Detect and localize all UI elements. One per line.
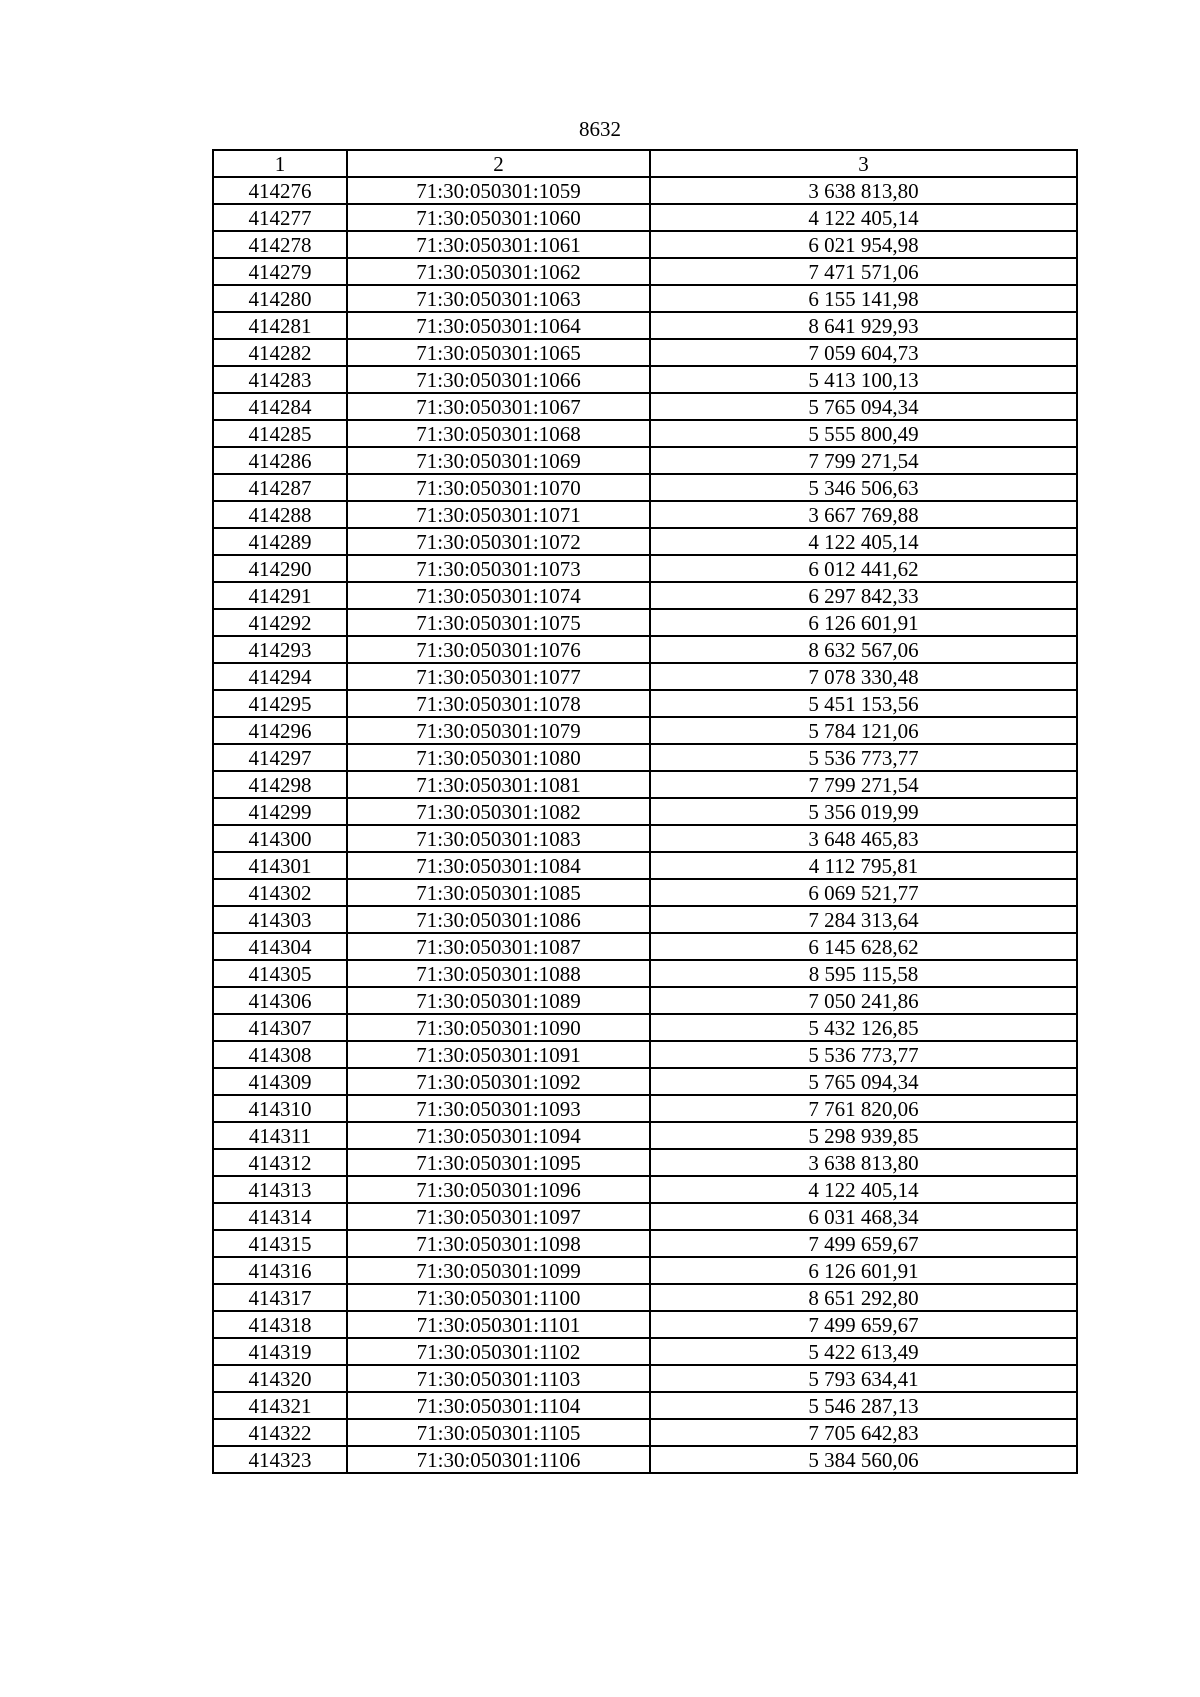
- table-row: [213, 771, 1077, 798]
- table-row: [213, 960, 1077, 987]
- table-row: [213, 1014, 1077, 1041]
- table-header-row: [213, 150, 1077, 177]
- cadastral-number-cell: 71:30:050301:1095: [347, 1149, 650, 1176]
- cadastral-number-cell: 71:30:050301:1085: [347, 879, 650, 906]
- cadastral-number-cell: 71:30:050301:1092: [347, 1068, 650, 1095]
- cadastral-value-cell: 5 784 121,06: [650, 717, 1077, 744]
- row-number-cell: 414318: [213, 1311, 347, 1338]
- cadastral-value-cell: 5 536 773,77: [650, 1041, 1077, 1068]
- cadastral-value-cell: 5 356 019,99: [650, 798, 1077, 825]
- table-row: [213, 474, 1077, 501]
- cadastral-value-cell: 5 451 153,56: [650, 690, 1077, 717]
- cadastral-value-cell: 5 413 100,13: [650, 366, 1077, 393]
- cadastral-value-cell: 7 284 313,64: [650, 906, 1077, 933]
- cadastral-value-cell: 8 641 929,93: [650, 312, 1077, 339]
- table-row: [213, 663, 1077, 690]
- table-row: [213, 366, 1077, 393]
- cadastral-number-cell: 71:30:050301:1069: [347, 447, 650, 474]
- cadastral-number-cell: 71:30:050301:1099: [347, 1257, 650, 1284]
- table-row: [213, 447, 1077, 474]
- row-number-cell: 414282: [213, 339, 347, 366]
- table-row: [213, 1284, 1077, 1311]
- cadastral-value-cell: 3 648 465,83: [650, 825, 1077, 852]
- row-number-cell: 414304: [213, 933, 347, 960]
- row-number-cell: 414307: [213, 1014, 347, 1041]
- row-number-cell: 414297: [213, 744, 347, 771]
- row-number-cell: 414300: [213, 825, 347, 852]
- row-number-cell: 414277: [213, 204, 347, 231]
- cadastral-number-cell: 71:30:050301:1076: [347, 636, 650, 663]
- cadastral-value-cell: 6 297 842,33: [650, 582, 1077, 609]
- table-row: [213, 798, 1077, 825]
- cadastral-value-cell: 8 595 115,58: [650, 960, 1077, 987]
- cadastral-value-table: [212, 149, 1078, 1474]
- cadastral-value-cell: 6 021 954,98: [650, 231, 1077, 258]
- table-row: [213, 636, 1077, 663]
- cadastral-number-cell: 71:30:050301:1075: [347, 609, 650, 636]
- table-row: [213, 393, 1077, 420]
- cadastral-value-cell: 5 422 613,49: [650, 1338, 1077, 1365]
- cadastral-value-cell: 5 432 126,85: [650, 1014, 1077, 1041]
- table-row: [213, 1446, 1077, 1473]
- table-row: [213, 582, 1077, 609]
- cadastral-number-cell: 71:30:050301:1068: [347, 420, 650, 447]
- cadastral-number-cell: 71:30:050301:1091: [347, 1041, 650, 1068]
- table-row: [213, 1095, 1077, 1122]
- table-row: [213, 501, 1077, 528]
- column-header-1: 1: [213, 150, 347, 177]
- cadastral-number-cell: 71:30:050301:1082: [347, 798, 650, 825]
- row-number-cell: 414279: [213, 258, 347, 285]
- cadastral-number-cell: 71:30:050301:1067: [347, 393, 650, 420]
- column-header-2: 2: [347, 150, 650, 177]
- table-body: [213, 177, 1077, 1473]
- cadastral-number-cell: 71:30:050301:1094: [347, 1122, 650, 1149]
- row-number-cell: 414305: [213, 960, 347, 987]
- row-number-cell: 414296: [213, 717, 347, 744]
- row-number-cell: 414283: [213, 366, 347, 393]
- cadastral-number-cell: 71:30:050301:1086: [347, 906, 650, 933]
- row-number-cell: 414310: [213, 1095, 347, 1122]
- row-number-cell: 414298: [213, 771, 347, 798]
- table-row: [213, 906, 1077, 933]
- row-number-cell: 414299: [213, 798, 347, 825]
- row-number-cell: 414294: [213, 663, 347, 690]
- cadastral-value-cell: 5 298 939,85: [650, 1122, 1077, 1149]
- table-row: [213, 933, 1077, 960]
- table-row: [213, 1122, 1077, 1149]
- cadastral-number-cell: 71:30:050301:1079: [347, 717, 650, 744]
- cadastral-value-cell: 7 471 571,06: [650, 258, 1077, 285]
- cadastral-number-cell: 71:30:050301:1071: [347, 501, 650, 528]
- page-number: 8632: [579, 117, 621, 141]
- row-number-cell: 414285: [213, 420, 347, 447]
- cadastral-number-cell: 71:30:050301:1104: [347, 1392, 650, 1419]
- cadastral-value-cell: 3 638 813,80: [650, 1149, 1077, 1176]
- row-number-cell: 414309: [213, 1068, 347, 1095]
- cadastral-value-cell: 6 031 468,34: [650, 1203, 1077, 1230]
- cadastral-number-cell: 71:30:050301:1059: [347, 177, 650, 204]
- cadastral-value-cell: 6 069 521,77: [650, 879, 1077, 906]
- row-number-cell: 414316: [213, 1257, 347, 1284]
- row-number-cell: 414293: [213, 636, 347, 663]
- cadastral-number-cell: 71:30:050301:1070: [347, 474, 650, 501]
- table-row: [213, 285, 1077, 312]
- cadastral-number-cell: 71:30:050301:1074: [347, 582, 650, 609]
- cadastral-value-cell: 5 765 094,34: [650, 393, 1077, 420]
- cadastral-number-cell: 71:30:050301:1101: [347, 1311, 650, 1338]
- row-number-cell: 414280: [213, 285, 347, 312]
- cadastral-number-cell: 71:30:050301:1060: [347, 204, 650, 231]
- cadastral-value-cell: 7 059 604,73: [650, 339, 1077, 366]
- cadastral-number-cell: 71:30:050301:1090: [347, 1014, 650, 1041]
- table-row: [213, 1419, 1077, 1446]
- cadastral-value-cell: 6 145 628,62: [650, 933, 1077, 960]
- row-number-cell: 414295: [213, 690, 347, 717]
- row-number-cell: 414287: [213, 474, 347, 501]
- row-number-cell: 414323: [213, 1446, 347, 1473]
- table-row: [213, 231, 1077, 258]
- table-row: [213, 825, 1077, 852]
- table-row: [213, 555, 1077, 582]
- cadastral-number-cell: 71:30:050301:1065: [347, 339, 650, 366]
- table-row: [213, 744, 1077, 771]
- table-row: [213, 1230, 1077, 1257]
- table-row: [213, 312, 1077, 339]
- cadastral-value-cell: 6 126 601,91: [650, 609, 1077, 636]
- table-row: [213, 852, 1077, 879]
- cadastral-value-cell: 4 122 405,14: [650, 1176, 1077, 1203]
- cadastral-number-cell: 71:30:050301:1081: [347, 771, 650, 798]
- table-row: [213, 177, 1077, 204]
- cadastral-value-cell: 4 122 405,14: [650, 528, 1077, 555]
- cadastral-value-cell: 7 799 271,54: [650, 447, 1077, 474]
- cadastral-number-cell: 71:30:050301:1103: [347, 1365, 650, 1392]
- table-row: [213, 1257, 1077, 1284]
- cadastral-number-cell: 71:30:050301:1096: [347, 1176, 650, 1203]
- cadastral-value-cell: 5 384 560,06: [650, 1446, 1077, 1473]
- cadastral-value-cell: 7 761 820,06: [650, 1095, 1077, 1122]
- table-row: [213, 1203, 1077, 1230]
- cadastral-number-cell: 71:30:050301:1080: [347, 744, 650, 771]
- cadastral-value-cell: 8 651 292,80: [650, 1284, 1077, 1311]
- table-row: [213, 1041, 1077, 1068]
- cadastral-value-cell: 7 705 642,83: [650, 1419, 1077, 1446]
- cadastral-value-cell: 5 793 634,41: [650, 1365, 1077, 1392]
- row-number-cell: 414319: [213, 1338, 347, 1365]
- cadastral-value-cell: 4 122 405,14: [650, 204, 1077, 231]
- row-number-cell: 414315: [213, 1230, 347, 1257]
- table-row: [213, 717, 1077, 744]
- row-number-cell: 414281: [213, 312, 347, 339]
- row-number-cell: 414312: [213, 1149, 347, 1176]
- cadastral-number-cell: 71:30:050301:1073: [347, 555, 650, 582]
- cadastral-value-cell: 5 536 773,77: [650, 744, 1077, 771]
- cadastral-number-cell: 71:30:050301:1105: [347, 1419, 650, 1446]
- cadastral-number-cell: 71:30:050301:1077: [347, 663, 650, 690]
- table-row: [213, 1338, 1077, 1365]
- row-number-cell: 414301: [213, 852, 347, 879]
- cadastral-value-cell: 7 050 241,86: [650, 987, 1077, 1014]
- cadastral-number-cell: 71:30:050301:1106: [347, 1446, 650, 1473]
- table-row: [213, 258, 1077, 285]
- cadastral-value-cell: 4 112 795,81: [650, 852, 1077, 879]
- cadastral-number-cell: 71:30:050301:1100: [347, 1284, 650, 1311]
- cadastral-number-cell: 71:30:050301:1064: [347, 312, 650, 339]
- cadastral-number-cell: 71:30:050301:1093: [347, 1095, 650, 1122]
- cadastral-value-cell: 7 499 659,67: [650, 1230, 1077, 1257]
- row-number-cell: 414284: [213, 393, 347, 420]
- table-row: [213, 690, 1077, 717]
- row-number-cell: 414317: [213, 1284, 347, 1311]
- row-number-cell: 414290: [213, 555, 347, 582]
- cadastral-value-cell: 6 126 601,91: [650, 1257, 1077, 1284]
- cadastral-number-cell: 71:30:050301:1087: [347, 933, 650, 960]
- row-number-cell: 414286: [213, 447, 347, 474]
- cadastral-value-cell: 3 638 813,80: [650, 177, 1077, 204]
- cadastral-number-cell: 71:30:050301:1078: [347, 690, 650, 717]
- table-row: [213, 1311, 1077, 1338]
- cadastral-number-cell: 71:30:050301:1098: [347, 1230, 650, 1257]
- cadastral-number-cell: 71:30:050301:1083: [347, 825, 650, 852]
- table-row: [213, 528, 1077, 555]
- table-row: [213, 1149, 1077, 1176]
- row-number-cell: 414308: [213, 1041, 347, 1068]
- row-number-cell: 414320: [213, 1365, 347, 1392]
- table-row: [213, 420, 1077, 447]
- table-row: [213, 204, 1077, 231]
- cadastral-value-cell: 5 346 506,63: [650, 474, 1077, 501]
- cadastral-value-cell: 8 632 567,06: [650, 636, 1077, 663]
- cadastral-number-cell: 71:30:050301:1072: [347, 528, 650, 555]
- cadastral-value-cell: 5 546 287,13: [650, 1392, 1077, 1419]
- cadastral-number-cell: 71:30:050301:1066: [347, 366, 650, 393]
- row-number-cell: 414303: [213, 906, 347, 933]
- table-row: [213, 1068, 1077, 1095]
- table-row: [213, 609, 1077, 636]
- row-number-cell: 414321: [213, 1392, 347, 1419]
- row-number-cell: 414276: [213, 177, 347, 204]
- cadastral-number-cell: 71:30:050301:1089: [347, 987, 650, 1014]
- cadastral-value-cell: 7 078 330,48: [650, 663, 1077, 690]
- table-row: [213, 1365, 1077, 1392]
- cadastral-value-cell: 7 799 271,54: [650, 771, 1077, 798]
- column-header-3: 3: [650, 150, 1077, 177]
- cadastral-number-cell: 71:30:050301:1102: [347, 1338, 650, 1365]
- row-number-cell: 414278: [213, 231, 347, 258]
- row-number-cell: 414289: [213, 528, 347, 555]
- cadastral-value-cell: 3 667 769,88: [650, 501, 1077, 528]
- cadastral-number-cell: 71:30:050301:1062: [347, 258, 650, 285]
- cadastral-value-cell: 5 765 094,34: [650, 1068, 1077, 1095]
- row-number-cell: 414322: [213, 1419, 347, 1446]
- table-row: [213, 987, 1077, 1014]
- table-row: [213, 879, 1077, 906]
- row-number-cell: 414302: [213, 879, 347, 906]
- table-row: [213, 1176, 1077, 1203]
- cadastral-number-cell: 71:30:050301:1088: [347, 960, 650, 987]
- row-number-cell: 414292: [213, 609, 347, 636]
- cadastral-number-cell: 71:30:050301:1063: [347, 285, 650, 312]
- row-number-cell: 414311: [213, 1122, 347, 1149]
- row-number-cell: 414306: [213, 987, 347, 1014]
- table-row: [213, 1392, 1077, 1419]
- row-number-cell: 414288: [213, 501, 347, 528]
- cadastral-value-cell: 7 499 659,67: [650, 1311, 1077, 1338]
- cadastral-value-cell: 6 155 141,98: [650, 285, 1077, 312]
- cadastral-value-cell: 5 555 800,49: [650, 420, 1077, 447]
- row-number-cell: 414314: [213, 1203, 347, 1230]
- row-number-cell: 414291: [213, 582, 347, 609]
- row-number-cell: 414313: [213, 1176, 347, 1203]
- cadastral-number-cell: 71:30:050301:1061: [347, 231, 650, 258]
- cadastral-number-cell: 71:30:050301:1084: [347, 852, 650, 879]
- table-row: [213, 339, 1077, 366]
- cadastral-value-cell: 6 012 441,62: [650, 555, 1077, 582]
- cadastral-number-cell: 71:30:050301:1097: [347, 1203, 650, 1230]
